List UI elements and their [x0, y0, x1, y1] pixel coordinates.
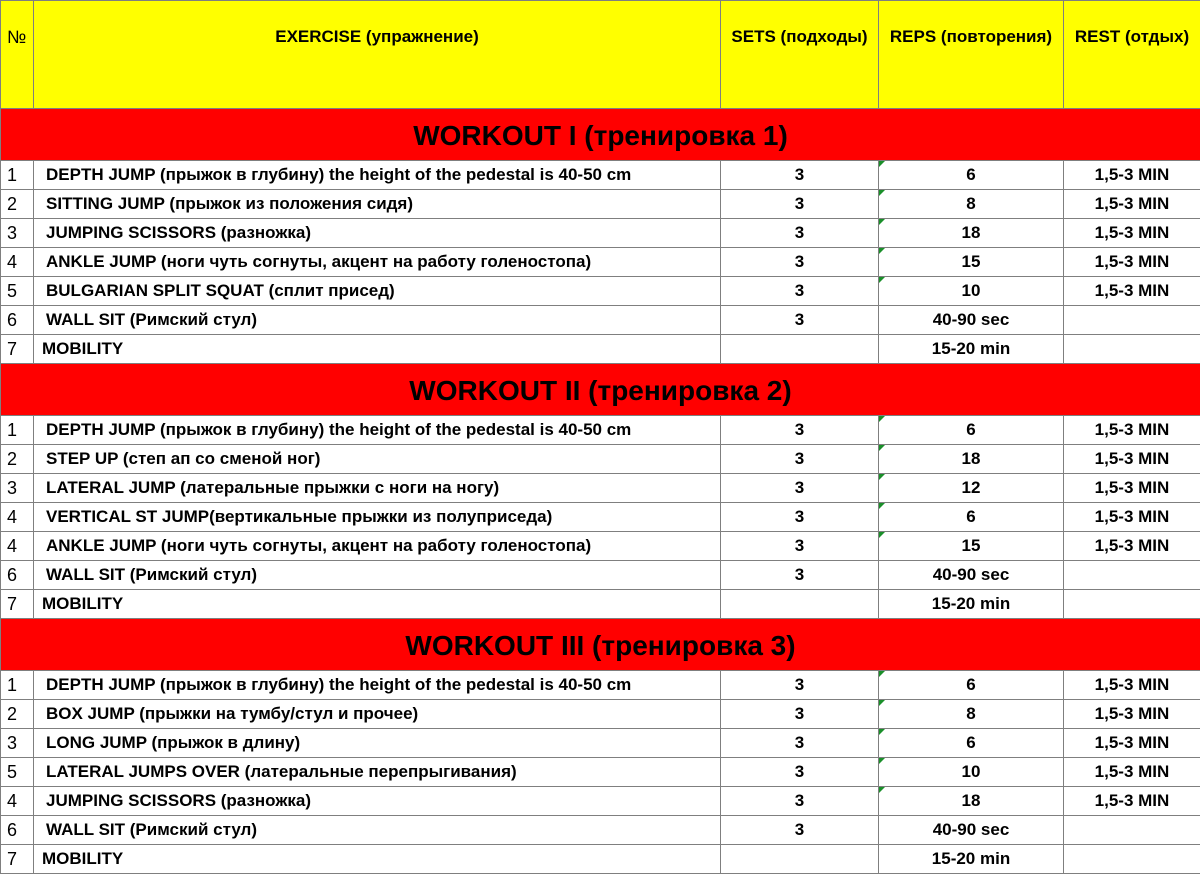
reps-cell[interactable]	[879, 335, 1064, 364]
exercise-number-cell[interactable]: 7	[1, 845, 34, 874]
exercise-name-cell[interactable]: WALL SIT (Римский стул)	[34, 561, 721, 590]
reps-cell[interactable]	[879, 845, 1064, 874]
sets-cell[interactable]: 3	[721, 787, 879, 816]
exercise-number-cell[interactable]: 4	[1, 532, 34, 561]
reps-value: 40-90 sec	[933, 820, 1010, 839]
exercise-name-cell[interactable]: LONG JUMP (прыжок в длину)	[34, 729, 721, 758]
reps-value: 6	[966, 733, 975, 752]
reps-value: 15-20 min	[932, 849, 1010, 868]
exercise-name-cell[interactable]: DEPTH JUMP (прыжок в глубину) the height of the pedestal is 40-50 cm	[34, 416, 721, 445]
sets-cell[interactable]	[721, 335, 879, 364]
reps-cell[interactable]	[879, 503, 1064, 532]
exercise-number-cell[interactable]: 3	[1, 219, 34, 248]
exercise-number-cell[interactable]: 7	[1, 335, 34, 364]
header-cell-num[interactable]: №	[1, 1, 34, 109]
exercise-name-cell[interactable]: DEPTH JUMP (прыжок в глубину) the height of the pedestal is 40-50 cm	[34, 671, 721, 700]
comment-marker-icon	[879, 503, 885, 509]
exercise-name-cell[interactable]: DEPTH JUMP (прыжок в глубину) the height of the pedestal is 40-50 cm	[34, 161, 721, 190]
sets-cell[interactable]: 3	[721, 445, 879, 474]
sets-cell[interactable]	[721, 845, 879, 874]
header-cell-exercise[interactable]: EXERCISE (упражнение)	[34, 1, 721, 109]
exercise-row	[1, 474, 1200, 503]
sets-cell[interactable]: 3	[721, 503, 879, 532]
reps-cell[interactable]	[879, 590, 1064, 619]
reps-value: 10	[962, 281, 981, 300]
rest-cell[interactable]	[1064, 845, 1200, 874]
reps-cell[interactable]	[879, 532, 1064, 561]
reps-cell[interactable]	[879, 474, 1064, 503]
exercise-name-cell[interactable]: ANKLE JUMP (ноги чуть согнуты, акцент на работу голеностопа)	[34, 248, 721, 277]
exercise-row	[1, 277, 1200, 306]
comment-marker-icon	[879, 758, 885, 764]
comment-marker-icon	[879, 416, 885, 422]
reps-value: 6	[966, 165, 975, 184]
exercise-name-cell[interactable]: WALL SIT (Римский стул)	[34, 306, 721, 335]
reps-value: 6	[966, 675, 975, 694]
sets-cell[interactable]	[721, 590, 879, 619]
reps-cell[interactable]	[879, 416, 1064, 445]
exercise-number-cell[interactable]: 6	[1, 561, 34, 590]
rest-cell[interactable]: 1,5-3 MIN	[1064, 474, 1200, 503]
exercise-row	[1, 532, 1200, 561]
exercise-row	[1, 190, 1200, 219]
rest-cell[interactable]: 1,5-3 MIN	[1064, 532, 1200, 561]
exercise-row	[1, 219, 1200, 248]
rest-cell[interactable]: 1,5-3 MIN	[1064, 758, 1200, 787]
reps-cell[interactable]	[879, 445, 1064, 474]
exercise-row	[1, 729, 1200, 758]
sets-cell[interactable]: 3	[721, 161, 879, 190]
rest-cell[interactable]: 1,5-3 MIN	[1064, 787, 1200, 816]
exercise-name-cell[interactable]: SITTING JUMP (прыжок из положения сидя)	[34, 190, 721, 219]
workout-title[interactable]: WORKOUT II (тренировка 2)	[1, 364, 1200, 416]
exercise-row	[1, 590, 1200, 619]
sets-cell[interactable]: 3	[721, 416, 879, 445]
comment-marker-icon	[879, 532, 885, 538]
header-cell-sets[interactable]: SETS (подходы)	[721, 1, 879, 109]
exercise-name-cell[interactable]: LATERAL JUMP (латеральные прыжки с ноги на ногу)	[34, 474, 721, 503]
reps-value: 15-20 min	[932, 339, 1010, 358]
comment-marker-icon	[879, 671, 885, 677]
exercise-number-cell[interactable]: 4	[1, 503, 34, 532]
comment-marker-icon	[879, 161, 885, 167]
rest-cell[interactable]: 1,5-3 MIN	[1064, 700, 1200, 729]
workout-section-header	[1, 364, 1200, 416]
exercise-number-cell[interactable]: 3	[1, 729, 34, 758]
header-cell-reps[interactable]: REPS (повторения)	[879, 1, 1064, 109]
sets-cell[interactable]: 3	[721, 277, 879, 306]
rest-cell[interactable]	[1064, 590, 1200, 619]
comment-marker-icon	[879, 277, 885, 283]
reps-value: 8	[966, 704, 975, 723]
exercise-row	[1, 561, 1200, 590]
reps-value: 6	[966, 420, 975, 439]
exercise-name-cell[interactable]: BULGARIAN SPLIT SQUAT (сплит присед)	[34, 277, 721, 306]
rest-cell[interactable]: 1,5-3 MIN	[1064, 503, 1200, 532]
rest-cell[interactable]: 1,5-3 MIN	[1064, 248, 1200, 277]
rest-cell[interactable]: 1,5-3 MIN	[1064, 219, 1200, 248]
workout-title[interactable]: WORKOUT III (тренировка 3)	[1, 619, 1200, 671]
rest-cell[interactable]: 1,5-3 MIN	[1064, 190, 1200, 219]
exercise-number-cell[interactable]: 2	[1, 190, 34, 219]
exercise-row	[1, 335, 1200, 364]
rest-cell[interactable]	[1064, 306, 1200, 335]
reps-value: 10	[962, 762, 981, 781]
reps-value: 8	[966, 194, 975, 213]
exercise-name-cell[interactable]: JUMPING SCISSORS (разножка)	[34, 219, 721, 248]
exercise-name-cell[interactable]: STEP UP (степ ап со сменой ног)	[34, 445, 721, 474]
reps-value: 18	[962, 223, 981, 242]
exercise-row	[1, 758, 1200, 787]
exercise-number-cell[interactable]: 4	[1, 787, 34, 816]
comment-marker-icon	[879, 219, 885, 225]
exercise-number-cell[interactable]: 7	[1, 590, 34, 619]
rest-cell[interactable]	[1064, 335, 1200, 364]
sets-cell[interactable]: 3	[721, 729, 879, 758]
rest-cell[interactable]	[1064, 816, 1200, 845]
exercise-row	[1, 700, 1200, 729]
reps-value: 15	[962, 252, 981, 271]
sets-cell[interactable]: 3	[721, 190, 879, 219]
exercise-row	[1, 845, 1200, 874]
workout-title[interactable]: WORKOUT I (тренировка 1)	[1, 109, 1200, 161]
sets-cell[interactable]: 3	[721, 219, 879, 248]
comment-marker-icon	[879, 729, 885, 735]
exercise-row	[1, 503, 1200, 532]
sets-cell[interactable]: 3	[721, 306, 879, 335]
reps-cell[interactable]	[879, 700, 1064, 729]
reps-value: 18	[962, 449, 981, 468]
exercise-name-cell[interactable]: MOBILITY	[34, 845, 721, 874]
reps-cell[interactable]	[879, 561, 1064, 590]
reps-cell[interactable]	[879, 787, 1064, 816]
exercise-number-cell[interactable]: 1	[1, 416, 34, 445]
reps-value: 15	[962, 536, 981, 555]
reps-cell[interactable]	[879, 277, 1064, 306]
exercise-number-cell[interactable]: 1	[1, 161, 34, 190]
reps-cell[interactable]	[879, 758, 1064, 787]
reps-cell[interactable]	[879, 219, 1064, 248]
sets-cell[interactable]: 3	[721, 248, 879, 277]
comment-marker-icon	[879, 787, 885, 793]
header-row	[1, 1, 1200, 109]
exercise-row	[1, 416, 1200, 445]
exercise-name-cell[interactable]: VERTICAL ST JUMP(вертикальные прыжки из полуприседа)	[34, 503, 721, 532]
sets-cell[interactable]: 3	[721, 816, 879, 845]
comment-marker-icon	[879, 700, 885, 706]
reps-cell[interactable]	[879, 248, 1064, 277]
exercise-row	[1, 787, 1200, 816]
exercise-name-cell[interactable]: MOBILITY	[34, 590, 721, 619]
reps-value: 40-90 sec	[933, 565, 1010, 584]
sets-cell[interactable]: 3	[721, 532, 879, 561]
exercise-number-cell[interactable]: 1	[1, 671, 34, 700]
comment-marker-icon	[879, 190, 885, 196]
reps-value: 18	[962, 791, 981, 810]
workout-section-header	[1, 109, 1200, 161]
sets-cell[interactable]: 3	[721, 671, 879, 700]
exercise-name-cell[interactable]: BOX JUMP (прыжки на тумбу/стул и прочее)	[34, 700, 721, 729]
workout-section-header	[1, 619, 1200, 671]
exercise-number-cell[interactable]: 4	[1, 248, 34, 277]
exercise-row	[1, 816, 1200, 845]
reps-value: 15-20 min	[932, 594, 1010, 613]
sets-cell[interactable]: 3	[721, 561, 879, 590]
comment-marker-icon	[879, 474, 885, 480]
comment-marker-icon	[879, 248, 885, 254]
rest-cell[interactable]	[1064, 561, 1200, 590]
rest-cell[interactable]: 1,5-3 MIN	[1064, 445, 1200, 474]
exercise-row	[1, 161, 1200, 190]
header-cell-rest[interactable]: REST (отдых)	[1064, 1, 1200, 109]
reps-cell[interactable]	[879, 190, 1064, 219]
rest-cell[interactable]: 1,5-3 MIN	[1064, 671, 1200, 700]
exercise-name-cell[interactable]: MOBILITY	[34, 335, 721, 364]
reps-cell[interactable]	[879, 161, 1064, 190]
sets-cell[interactable]: 3	[721, 758, 879, 787]
reps-value: 12	[962, 478, 981, 497]
exercise-number-cell[interactable]: 3	[1, 474, 34, 503]
reps-cell[interactable]	[879, 816, 1064, 845]
exercise-name-cell[interactable]: WALL SIT (Римский стул)	[34, 816, 721, 845]
comment-marker-icon	[879, 445, 885, 451]
sets-cell[interactable]: 3	[721, 474, 879, 503]
exercise-name-cell[interactable]: LATERAL JUMPS OVER (латеральные перепрыгивания)	[34, 758, 721, 787]
exercise-name-cell[interactable]: ANKLE JUMP (ноги чуть согнуты, акцент на работу голеностопа)	[34, 532, 721, 561]
reps-cell[interactable]	[879, 671, 1064, 700]
exercise-row	[1, 306, 1200, 335]
exercise-number-cell[interactable]: 5	[1, 277, 34, 306]
exercise-number-cell[interactable]: 6	[1, 306, 34, 335]
reps-value: 6	[966, 507, 975, 526]
rest-cell[interactable]: 1,5-3 MIN	[1064, 277, 1200, 306]
exercise-row	[1, 248, 1200, 277]
rest-cell[interactable]: 1,5-3 MIN	[1064, 416, 1200, 445]
rest-cell[interactable]: 1,5-3 MIN	[1064, 729, 1200, 758]
reps-value: 40-90 sec	[933, 310, 1010, 329]
exercise-number-cell[interactable]: 2	[1, 700, 34, 729]
reps-cell[interactable]	[879, 306, 1064, 335]
exercise-row	[1, 445, 1200, 474]
rest-cell[interactable]: 1,5-3 MIN	[1064, 161, 1200, 190]
exercise-number-cell[interactable]: 5	[1, 758, 34, 787]
exercise-row	[1, 671, 1200, 700]
reps-cell[interactable]	[879, 729, 1064, 758]
exercise-number-cell[interactable]: 2	[1, 445, 34, 474]
sets-cell[interactable]: 3	[721, 700, 879, 729]
exercise-name-cell[interactable]: JUMPING SCISSORS (разножка)	[34, 787, 721, 816]
workout-table-body	[1, 1, 1200, 874]
exercise-number-cell[interactable]: 6	[1, 816, 34, 845]
